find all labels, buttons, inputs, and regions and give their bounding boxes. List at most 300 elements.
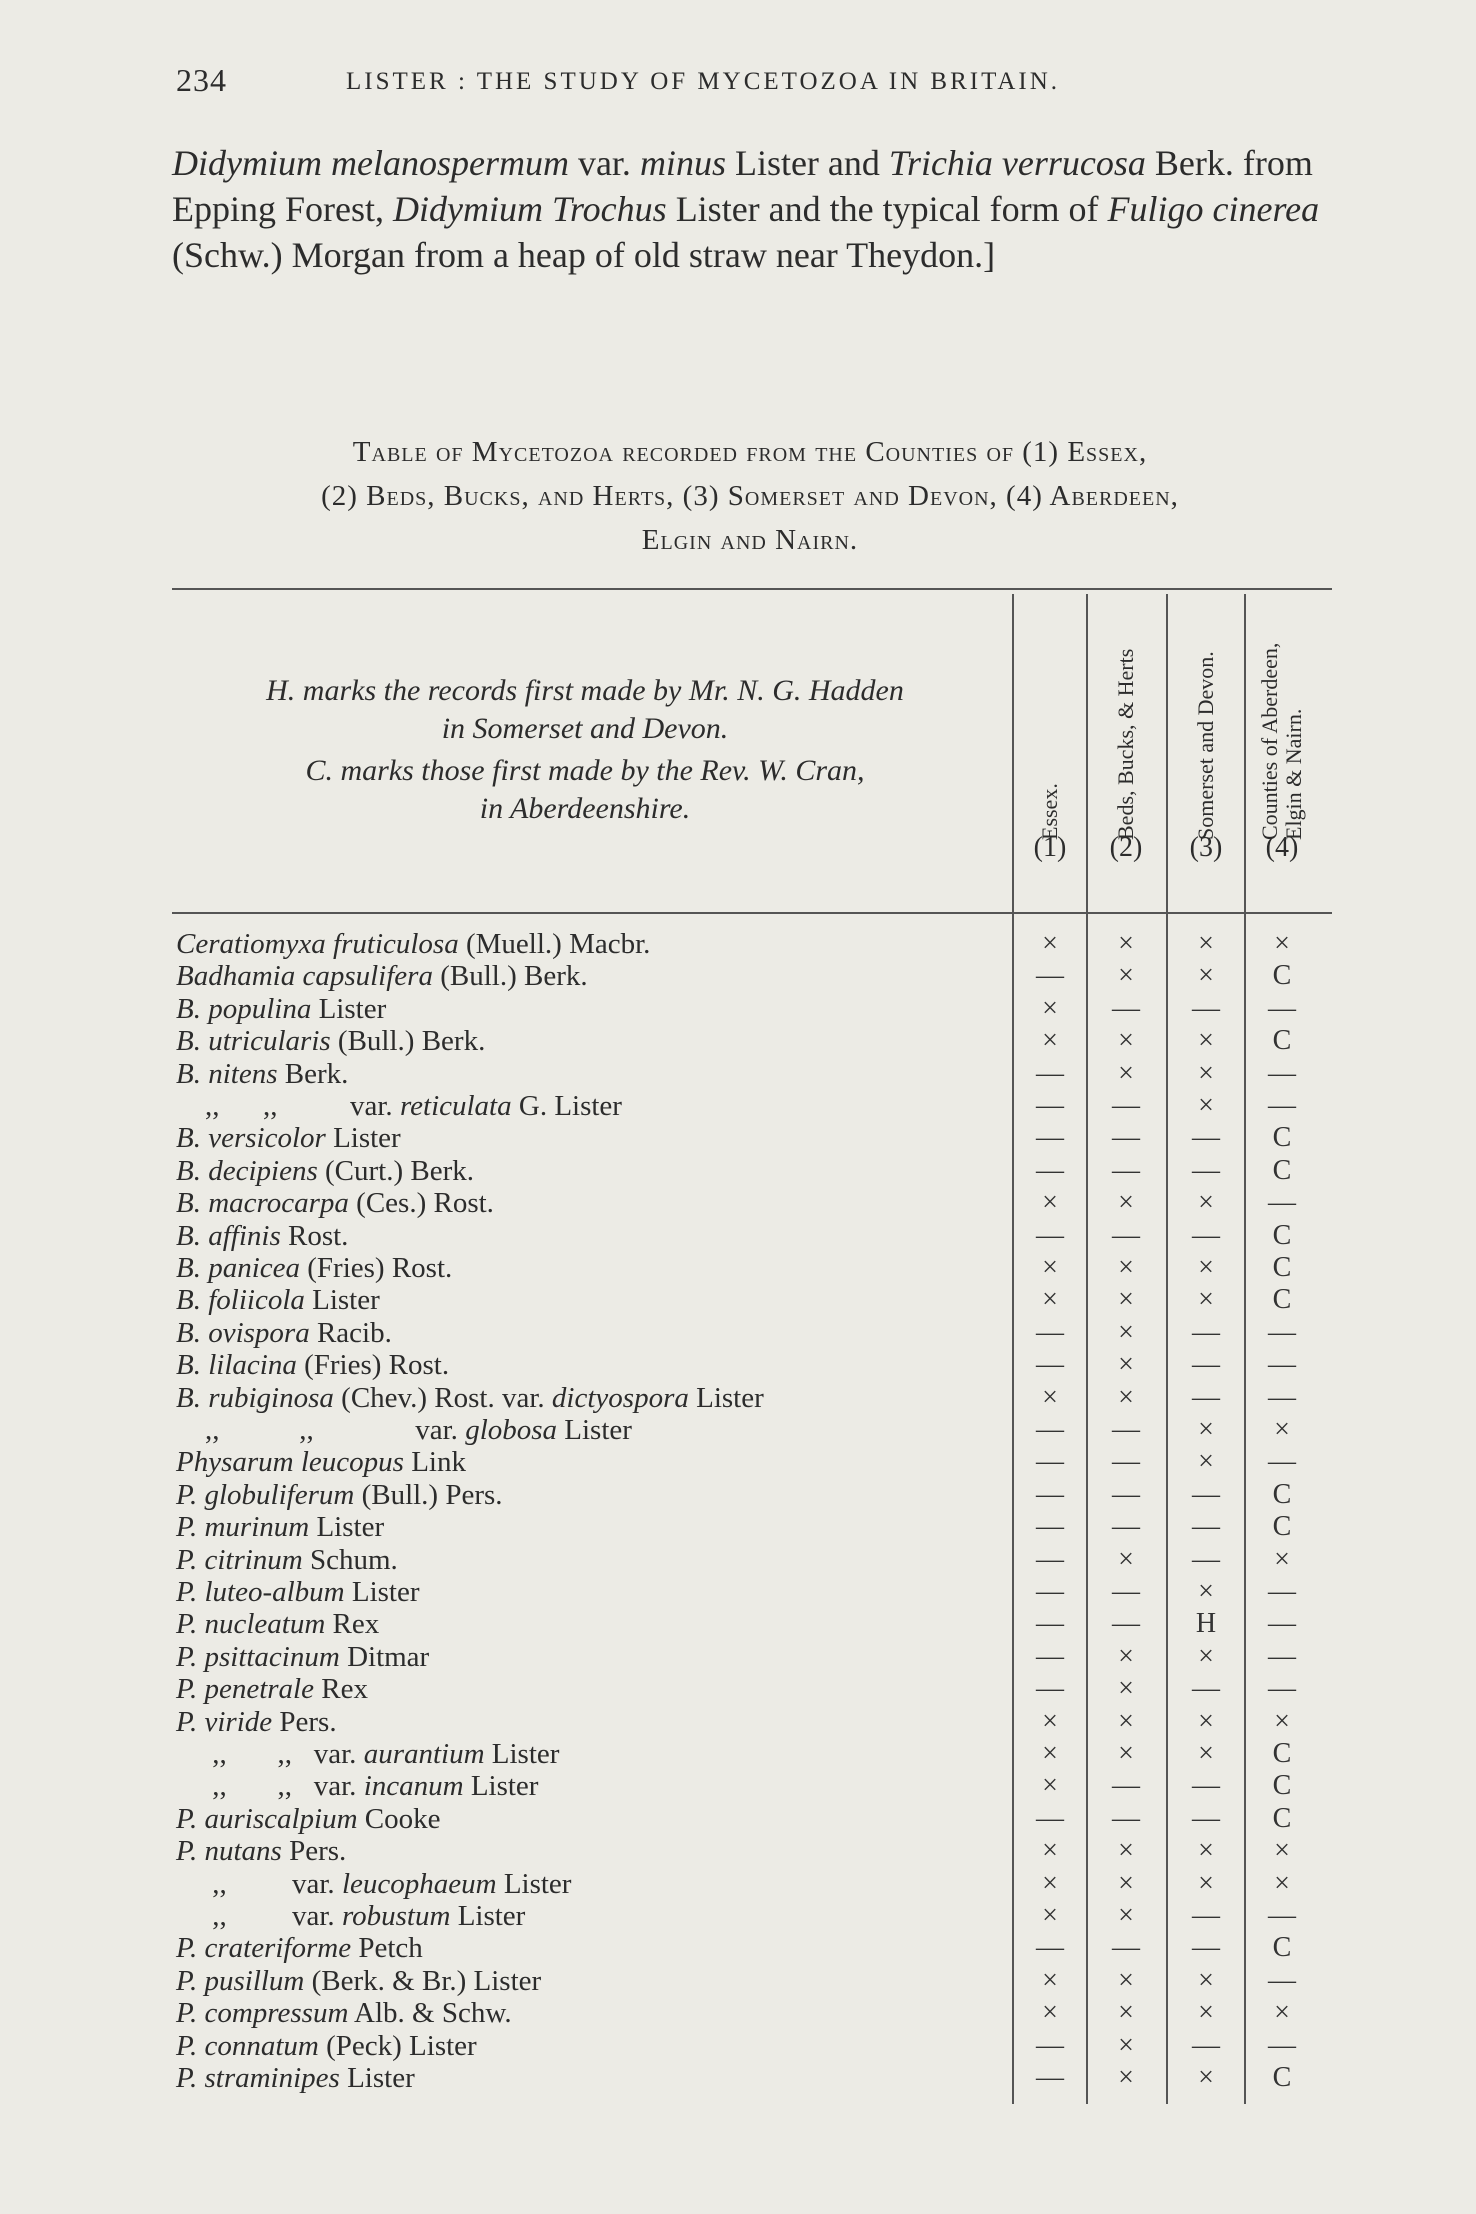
record-mark-col-2: — [1112,1802,1140,1834]
species-name-part: Ditmar [339,1640,430,1673]
species-name-part: ,, ,, var. [176,1414,466,1446]
record-mark-col-2: — [1112,1478,1140,1510]
table-row [0,1284,1476,1316]
record-mark-col-1: × [1042,1964,1058,1996]
record-mark-col-4: C [1272,1219,1292,1251]
record-mark-col-2: — [1112,1770,1140,1802]
record-mark-col-3: — [1192,992,1220,1024]
species-name [176,1187,494,1219]
record-mark-col-3: — [1192,1478,1220,1510]
species-name-part: P. penetrale [176,1673,314,1706]
record-mark-col-1: — [1036,1446,1064,1478]
species-name [176,2062,415,2094]
table-row [0,1155,1476,1187]
species-name [176,1025,485,1057]
record-mark-col-2: × [1118,1738,1134,1769]
c-note [160,752,1010,828]
species-name-part: P. nutans [176,1835,282,1868]
species-name-part: Physarum leucopus [176,1446,404,1479]
species-name-part: aurantium [363,1738,485,1770]
table-row [0,1511,1476,1543]
record-mark-col-3: × [1198,1252,1214,1283]
record-mark-col-3: × [1198,1187,1214,1219]
species-name [176,1868,571,1900]
record-mark-col-2: × [1118,1543,1134,1575]
record-mark-col-3: × [1198,1576,1214,1607]
table-row [0,960,1476,992]
species-name-part: (Curt.) Berk. [317,1154,474,1187]
record-mark-col-1: — [1036,1057,1064,1089]
record-mark-col-3: × [1198,1090,1214,1121]
species-name [176,1803,441,1835]
species-name-part: B. lilacina [176,1349,297,1382]
species-name-part: B. versicolor [176,1122,326,1155]
record-mark-col-1: — [1036,1414,1064,1445]
record-mark-col-1: — [1036,1543,1064,1575]
record-mark-col-3: — [1192,1673,1220,1705]
species-name-part: ,, var. [176,1900,342,1932]
species-name-part: B. macrocarpa [176,1187,349,1220]
table-header-rule [172,912,1332,914]
record-mark-col-2: × [1118,1316,1134,1348]
table-title-line-3: Elgin and Nairn. [641,524,859,556]
species-name-part: leucophaeum [341,1867,497,1900]
record-mark-col-4: C [1272,1122,1292,1154]
table-row [0,1803,1476,1835]
record-mark-col-4: — [1268,1576,1296,1607]
species-name-part: Lister [325,1122,401,1155]
table-row [0,1673,1476,1705]
species-name-part: incanum [363,1770,464,1803]
species-name [176,960,588,992]
record-mark-col-3: — [1192,1770,1220,1802]
record-mark-col-2: × [1118,1381,1134,1413]
page-header [176,62,1236,102]
species-name-part: Lister [463,1770,539,1803]
table-row [0,1835,1476,1867]
species-name [176,1220,348,1252]
table-row [0,1479,1476,1511]
table-row [0,1220,1476,1252]
record-mark-col-1: × [1042,1997,1058,2029]
species-name-part: (Chev.) Rost. var. [333,1381,552,1414]
column-label-essex: Essex. [1037,783,1062,840]
species-name-part: Lister [557,1414,632,1446]
record-mark-col-2: × [1118,1900,1134,1931]
column-number-4: (4) [1265,832,1299,863]
species-name-part: Pers. [272,1705,337,1738]
record-mark-col-1: × [1042,1252,1058,1283]
record-mark-col-4: C [1272,1284,1292,1316]
record-mark-col-3: × [1198,1414,1214,1445]
h-note-line-1: H. marks the records first made by Mr. N. G. Hadden [266,674,904,707]
record-mark-col-2: × [1118,1867,1134,1899]
record-mark-col-4: — [1268,1608,1296,1640]
table-row [0,1965,1476,1997]
record-mark-col-4: — [1268,1640,1296,1672]
record-mark-col-4: × [1274,1835,1290,1867]
record-mark-col-2: — [1112,1511,1140,1543]
species-name-part: P. psittacinum [176,1640,340,1673]
record-mark-col-3: — [1192,1932,1220,1964]
record-mark-col-3: × [1198,1835,1214,1867]
record-mark-col-2: × [1118,928,1134,959]
record-mark-col-3: × [1198,1738,1214,1769]
record-mark-col-4: C [1272,1252,1292,1283]
record-mark-col-4: — [1268,1446,1296,1478]
species-name-part: B. utricularis [176,1025,331,1058]
table-row [0,1317,1476,1349]
record-mark-col-1: × [1042,1187,1058,1219]
species-name-part: globosa [465,1414,558,1446]
table-row [0,1187,1476,1219]
table-row [0,1058,1476,1090]
record-mark-col-3: H [1195,1608,1217,1640]
record-mark-col-2: — [1112,1576,1140,1607]
table-row [0,1576,1476,1608]
species-name-part: (Muell.) Macbr. [458,928,651,960]
table-row [0,1738,1476,1770]
species-name-part: Rex [314,1673,368,1706]
record-mark-col-2: × [1118,1640,1134,1672]
species-name [176,1446,466,1478]
record-mark-col-3: × [1198,1997,1214,2029]
record-mark-col-3: — [1192,1511,1220,1543]
table-row [0,1932,1476,1964]
record-mark-col-4: C [1272,1511,1292,1543]
table-row [0,1349,1476,1381]
record-mark-col-1: — [1036,1219,1064,1251]
record-mark-col-3: — [1192,1543,1220,1575]
species-name [176,1090,622,1122]
record-mark-col-4: C [1272,1025,1292,1057]
record-mark-col-1: × [1042,928,1058,959]
species-name [176,1414,632,1446]
species-name-part: P. straminipes [176,2062,340,2094]
intro-segment: Didymium melanospermum [172,143,569,183]
record-mark-col-4: — [1268,1057,1296,1089]
table-row [0,1608,1476,1640]
record-mark-col-1: × [1042,1284,1058,1316]
record-mark-col-3: × [1198,1867,1214,1899]
record-mark-col-4: C [1272,960,1292,992]
record-mark-col-3: — [1192,1900,1220,1931]
record-mark-col-2: — [1112,1414,1140,1445]
species-name [176,1770,538,1802]
species-name [176,1932,423,1964]
record-mark-col-2: × [1118,1057,1134,1089]
record-mark-col-4: C [1272,1770,1292,1802]
record-mark-col-2: × [1118,1349,1134,1381]
species-name-part: P. connatum [176,2029,319,2062]
species-name-part: Cooke [357,1802,441,1835]
species-name [176,1252,452,1284]
record-mark-col-1: — [1036,1154,1064,1186]
species-name-part: robustum [341,1900,451,1932]
record-mark-col-3: × [1198,1640,1214,1672]
table-row [0,1641,1476,1673]
table-row [0,1900,1476,1932]
record-mark-col-1: — [1036,1316,1064,1348]
species-name-part: Pers. [281,1835,347,1868]
species-name-part: Lister [304,1284,380,1317]
record-mark-col-4: × [1274,1543,1290,1575]
record-mark-col-4: — [1268,1381,1296,1413]
intro-segment: Didymium Trochus [393,189,667,229]
column-label-aberdeen-line-1: Counties of Aberdeen, [1257,642,1282,840]
record-mark-col-1: — [1036,1511,1064,1543]
table-row [0,1770,1476,1802]
species-name-part: Lister [484,1738,560,1770]
table-row [0,1090,1476,1122]
record-mark-col-3: — [1192,1154,1220,1186]
species-name-part: P. luteo-album [176,1576,345,1608]
intro-segment: Trichia verrucosa [888,143,1146,183]
record-mark-col-3: — [1192,1381,1220,1413]
species-name-part: ,, var. [176,1867,342,1900]
column-number-3: (3) [1189,832,1223,863]
record-mark-col-2: — [1112,1608,1140,1640]
species-name-part: Lister [339,2062,415,2094]
table-row [0,1544,1476,1576]
intro-paragraph [172,140,1332,278]
h-note [160,672,1010,748]
record-mark-col-2: × [1118,2029,1134,2061]
species-name-part: reticulata [399,1090,512,1122]
species-name-part: Rost. [280,1219,349,1252]
species-name-part: Petch [351,1932,423,1965]
species-name-part: B. foliicola [176,1284,305,1317]
species-name-part: Lister [688,1381,764,1414]
species-name [176,993,386,1025]
record-mark-col-4: C [1272,1802,1292,1834]
species-name-part: dictyospora [551,1381,689,1414]
record-mark-col-3: × [1198,2062,1214,2093]
record-mark-col-4: × [1274,928,1290,959]
table-row [0,1706,1476,1738]
species-name [176,1997,512,2029]
record-mark-col-4: × [1274,1867,1290,1899]
species-name-part: Link [403,1446,466,1479]
record-mark-col-2: × [1118,1187,1134,1219]
table-top-rule [172,588,1332,590]
table-row [0,1997,1476,2029]
record-mark-col-4: — [1268,2029,1296,2061]
record-mark-col-1: × [1042,1770,1058,1802]
record-mark-col-2: × [1118,1964,1134,1996]
species-name-part: (Peck) Lister [318,2029,477,2062]
record-mark-col-3: × [1198,960,1214,992]
column-head-essex [1020,600,1080,863]
column-label-aberdeen-line-2: Elgin & Nairn. [1281,708,1306,840]
record-mark-col-4: — [1268,992,1296,1024]
record-mark-col-2: — [1112,1122,1140,1154]
table-title [160,430,1340,562]
intro-segment: Fuligo cinerea [1107,189,1320,229]
column-head-somerset [1176,600,1236,863]
species-name-part: Ceratiomyxa fruticulosa [176,928,459,960]
species-name-part: B. affinis [176,1219,281,1252]
record-mark-col-2: × [1118,2062,1134,2093]
record-mark-col-1: — [1036,1673,1064,1705]
intro-segment: var. [568,143,640,183]
running-title: LISTER : THE STUDY OF MYCETOZOA IN BRITAIN. [346,68,1061,95]
intro-segment: Lister and [725,143,889,183]
record-mark-col-1: × [1042,1835,1058,1867]
record-mark-col-1: × [1042,1900,1058,1931]
record-mark-col-4: — [1268,1187,1296,1219]
h-note-line-2: in Somerset and Devon. [441,712,729,745]
species-name [176,1349,449,1381]
intro-segment: Berk. from Epping Forest, [172,143,1313,229]
record-mark-col-1: — [1036,1576,1064,1607]
record-mark-col-1: — [1036,1090,1064,1121]
record-mark-col-3: × [1198,928,1214,959]
record-mark-col-2: × [1118,1025,1134,1057]
species-name-part: Lister [496,1867,572,1900]
record-mark-col-3: × [1198,1057,1214,1089]
record-mark-col-1: — [1036,2062,1064,2093]
record-mark-col-4: × [1274,1414,1290,1445]
table-row [0,2030,1476,2062]
c-note-line-2: in Aberdeenshire. [479,792,691,825]
record-mark-col-3: × [1198,1705,1214,1737]
species-name-part: Lister [311,992,387,1025]
intro-segment: minus [639,143,726,183]
record-mark-col-4: C [1272,1154,1292,1186]
record-mark-col-3: — [1192,1349,1220,1381]
species-name-part: B. nitens [176,1057,278,1090]
species-name [176,1673,368,1705]
c-note-line-1: C. marks those first made by the Rev. W. Cran, [305,754,865,787]
record-mark-col-4: × [1274,1997,1290,2029]
species-name [176,1479,503,1511]
record-mark-col-3: — [1192,1316,1220,1348]
record-mark-col-2: — [1112,1219,1140,1251]
record-mark-col-2: × [1118,960,1134,992]
record-mark-col-3: — [1192,1802,1220,1834]
species-name [176,1965,541,1997]
table-title-line-2: (2) Beds, Bucks, and Herts, (3) Somerset and Devon, (4) Aberdeen, [321,480,1179,512]
species-name [176,1382,764,1414]
record-mark-col-3: — [1192,1122,1220,1154]
species-name [176,1511,384,1543]
column-number-1: (1) [1033,832,1067,863]
species-name-part: Alb. & Schw. [348,1997,512,2030]
species-name-part: P. citrinum [176,1543,303,1576]
species-name-part: P. pusillum [176,1964,305,1997]
species-name-part: Berk. [277,1057,349,1090]
species-name-part: (Bull.) Pers. [354,1478,503,1511]
column-head-aberdeen [1252,600,1312,863]
record-mark-col-3: × [1198,1284,1214,1316]
species-name [176,1738,559,1770]
record-mark-col-1: × [1042,1705,1058,1737]
species-name [176,2030,477,2062]
table-row [0,993,1476,1025]
column-label-aberdeen [1258,643,1306,840]
species-name [176,1835,346,1867]
species-name-part: P. viride [176,1705,273,1738]
record-mark-col-4: C [1272,1738,1292,1769]
table-title-line-1: Table of Mycetozoa recorded from the Counties of (1) Essex, [352,436,1148,468]
species-name [176,1317,392,1349]
record-mark-col-2: — [1112,992,1140,1024]
record-mark-col-1: × [1042,1738,1058,1769]
column-label-somerset: Somerset and Devon. [1193,651,1218,840]
species-name-part: G. Lister [511,1090,622,1122]
record-mark-col-4: — [1268,1090,1296,1121]
table-notes [160,672,1010,832]
species-name-part: P. crateriforme [176,1932,352,1965]
record-mark-col-2: — [1112,1932,1140,1964]
record-mark-col-1: — [1036,1349,1064,1381]
species-name-part: P. auriscalpium [176,1802,358,1835]
record-mark-col-1: — [1036,1932,1064,1964]
species-name-part: P. compressum [176,1997,349,2030]
species-name-part: Schum. [302,1543,398,1576]
record-mark-col-1: × [1042,992,1058,1024]
record-mark-col-2: × [1118,1284,1134,1316]
table-row [0,2062,1476,2094]
record-mark-col-4: × [1274,1705,1290,1737]
species-name-part: ,, ,, var. [176,1090,400,1122]
species-name-part: Rex [325,1608,380,1641]
table-row [0,1382,1476,1414]
table-row [0,1868,1476,1900]
record-mark-col-2: — [1112,1154,1140,1186]
species-name-part: Badhamia capsulifera [176,960,433,993]
table-row [0,1414,1476,1446]
column-number-2: (2) [1109,832,1143,863]
species-name-part: P. nucleatum [176,1608,326,1641]
record-mark-col-4: — [1268,1316,1296,1348]
intro-segment: Lister and the typical form of [666,189,1108,229]
column-head-beds [1096,600,1156,863]
species-name-part: B. decipiens [176,1154,318,1187]
table-row [0,928,1476,960]
record-mark-col-2: — [1112,1446,1140,1478]
species-name [176,1900,525,1932]
table-row [0,1025,1476,1057]
record-mark-col-2: × [1118,1705,1134,1737]
record-mark-col-1: — [1036,1802,1064,1834]
record-mark-col-3: × [1198,1964,1214,1996]
record-mark-col-1: × [1042,1381,1058,1413]
record-mark-col-2: × [1118,1673,1134,1705]
species-name [176,1608,379,1640]
record-mark-col-2: — [1112,1090,1140,1121]
species-name-part: B. panicea [176,1252,301,1284]
record-mark-col-1: — [1036,2029,1064,2061]
species-name-part: (Ces.) Rost. [348,1187,494,1220]
record-mark-col-4: — [1268,1900,1296,1931]
species-name-part: (Fries) Rost. [296,1349,450,1382]
record-mark-col-1: — [1036,1122,1064,1154]
species-name-part: (Fries) Rost. [300,1252,453,1284]
table-row [0,1252,1476,1284]
species-name [176,1122,401,1154]
record-mark-col-4: — [1268,1673,1296,1705]
species-name-part: B. ovispora [176,1316,310,1349]
species-name-part: ,, ,, var. [176,1770,364,1803]
record-mark-col-3: — [1192,1219,1220,1251]
species-name [176,1706,337,1738]
record-mark-col-1: × [1042,1867,1058,1899]
record-mark-col-4: C [1272,1932,1292,1964]
species-name [176,1058,348,1090]
species-name-part: (Bull.) Berk. [432,960,588,993]
